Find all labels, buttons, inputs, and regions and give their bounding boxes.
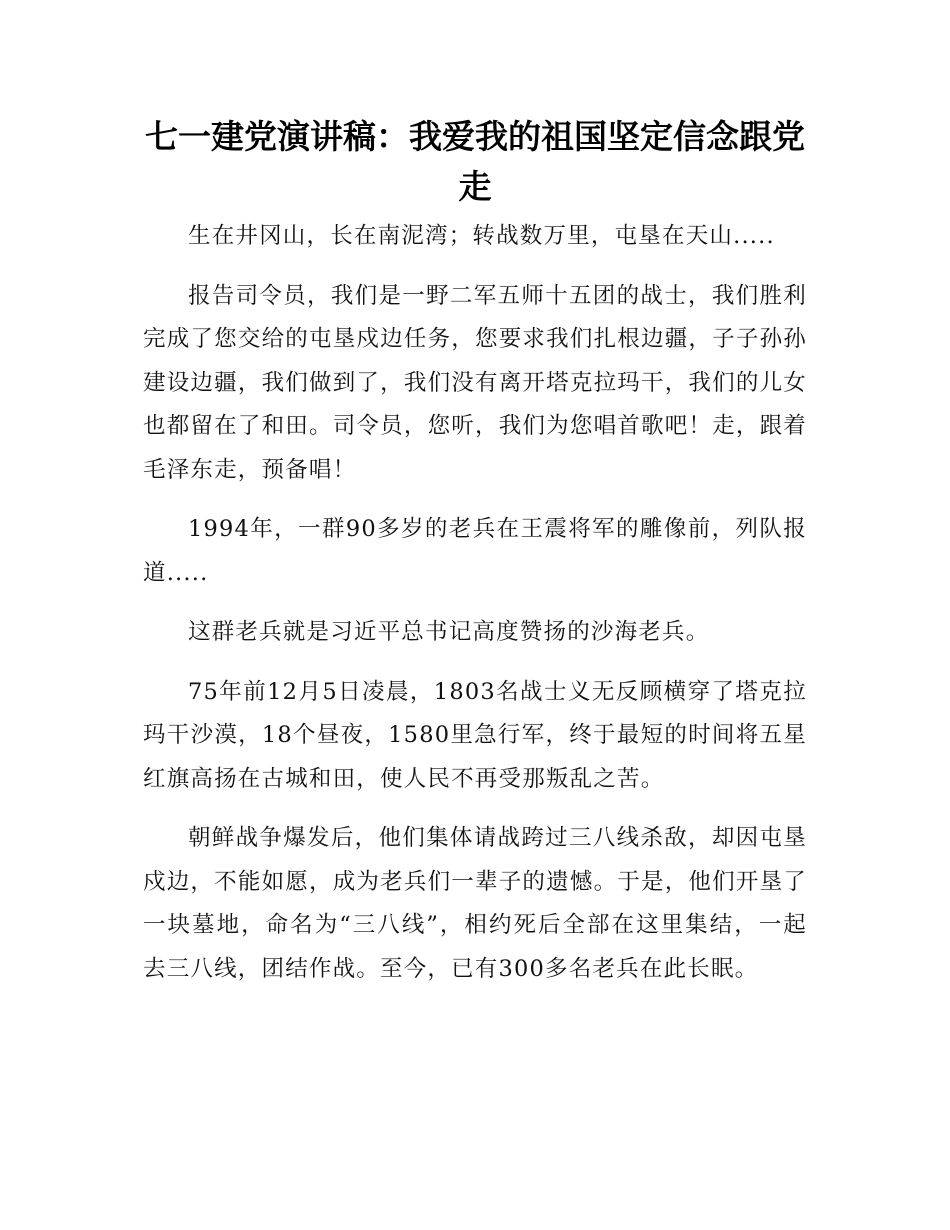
document-title: 七一建党演讲稿：我爱我的祖国坚定信念跟党走: [145, 117, 805, 206]
paragraph: 朝鲜战争爆发后，他们集体请战跨过三八线杀敌，却因屯垦戍边，不能如愿，成为老兵们一辈子的遗憾。于是，他们开垦了一块墓地，命名为“三八线”，相约死后全部在这里集结，一起去三八线，团结作战。至今，已有300多名老兵在此长眠。: [143, 825, 807, 982]
paragraph: 这群老兵就是习近平总书记高度赞扬的沙海老兵。: [188, 619, 710, 645]
document-body: [143, 215, 807, 1007]
paragraph: 1994年，一群90多岁的老兵在王震将军的雕像前，列队报道.....: [143, 516, 807, 586]
paragraph: 75年前12月5日凌晨，1803名战士义无反顾横穿了塔克拉玛干沙漠，18个昼夜，1580里急行军，终于最短的时间将五星红旗高扬在古城和田，使人民不再受那叛乱之苦。: [143, 678, 807, 792]
paragraph: 报告司令员，我们是一野二军五师十五团的战士，我们胜利完成了您交给的屯垦戍边任务，您要求我们扎根边疆，子子孙孙建设边疆，我们做到了，我们没有离开塔克拉玛干，我们的儿女也都留在了和田。司令员，您听，我们为您唱首歌吧！走，跟着毛泽东走，预备唱！: [143, 282, 807, 483]
paragraph: 生在井冈山，长在南泥湾；转战数万里，屯垦在天山.....: [188, 223, 775, 249]
